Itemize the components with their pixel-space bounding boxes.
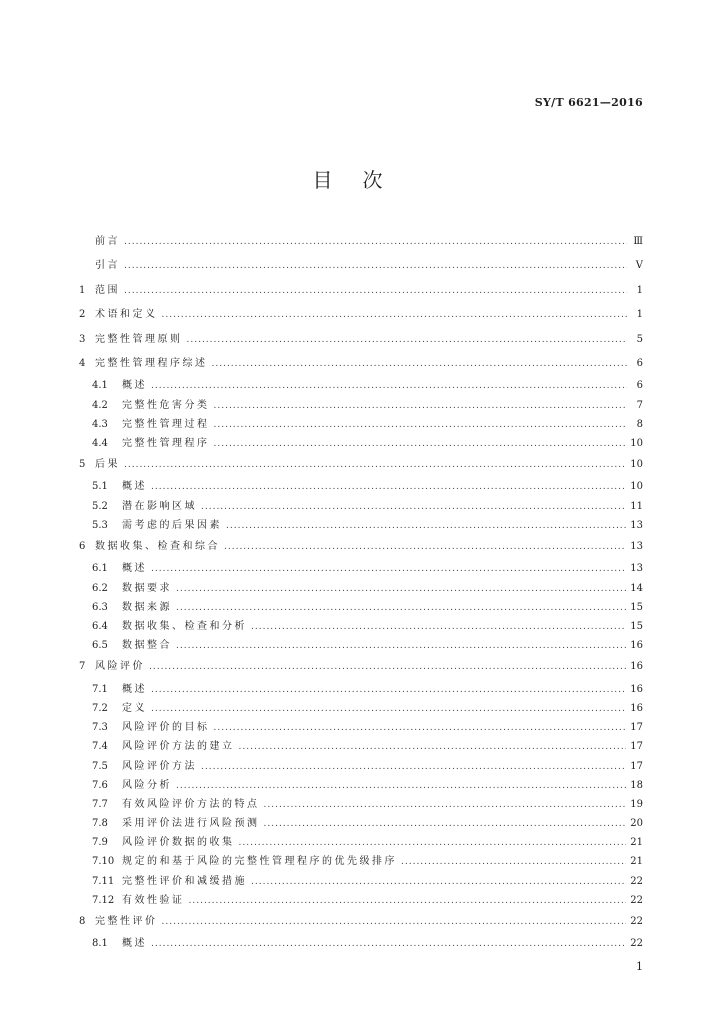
toc-entry-page: 10: [630, 459, 643, 471]
toc-entry[interactable]: [79, 254, 643, 278]
toc-entry-label: 完整性管理程序综述: [95, 357, 208, 369]
toc-entry-number: 6.5: [92, 640, 108, 652]
toc-entry[interactable]: [79, 718, 643, 737]
toc-entry-label: 概述: [122, 380, 147, 392]
standard-code: SY/T 6621—2016: [534, 96, 643, 109]
toc-dot-leader: [124, 230, 627, 254]
toc-entry-label: 数据整合: [122, 640, 172, 652]
toc-entry-number: 2: [79, 309, 86, 321]
toc-dot-leader: [189, 892, 627, 911]
toc-dot-leader: [214, 397, 628, 416]
toc-dot-leader: [251, 618, 626, 637]
toc-entry[interactable]: [79, 852, 643, 871]
toc-entry-page: 1: [636, 284, 643, 296]
toc-entry-page: 18: [630, 779, 643, 791]
toc-entry-page: 22: [630, 894, 643, 906]
toc-dot-leader: [224, 535, 626, 559]
toc-entry-number: 7.2: [92, 702, 108, 714]
toc-entry-page: 17: [630, 741, 643, 753]
toc-entry[interactable]: [79, 814, 643, 833]
toc-entry-number: 5.1: [92, 481, 108, 493]
toc-dot-leader: [151, 681, 626, 700]
toc-entry-number: 7.9: [92, 837, 108, 849]
toc-entry-number: 6.3: [92, 601, 108, 613]
toc-dot-leader: [176, 580, 626, 599]
toc-entry-number: 6.4: [92, 621, 108, 632]
toc-entry-page: Ⅴ: [635, 260, 643, 272]
toc-entry-label: 风险评价数据的收集: [122, 837, 235, 849]
toc-entry-number: 4.2: [92, 399, 108, 411]
toc-entry-number: 7.7: [92, 798, 108, 810]
toc-entry-number: 7.1: [92, 683, 108, 695]
toc-entry-page: 13: [630, 541, 643, 553]
toc-entry-page: 16: [630, 661, 643, 673]
toc-entry[interactable]: [79, 617, 643, 636]
toc-entry-label: 完整性管理程序: [122, 437, 210, 449]
toc-dot-leader: [151, 700, 626, 719]
toc-entry[interactable]: [79, 535, 643, 559]
toc-entry-page: 20: [630, 818, 643, 830]
toc-dot-leader: [149, 655, 626, 679]
toc-dot-leader: [176, 777, 626, 796]
toc-entry-page: 7: [636, 399, 643, 411]
toc-dot-leader: [401, 853, 626, 872]
toc-entry[interactable]: [79, 434, 643, 453]
toc-entry[interactable]: [79, 497, 643, 516]
toc-entry-page: 22: [630, 916, 643, 928]
toc-dot-leader: [151, 935, 626, 954]
toc-entry-label: 概述: [122, 563, 147, 575]
toc-entry-page: 1: [636, 309, 643, 321]
toc-entry-page: 10: [630, 437, 643, 449]
toc-entry-label: 定义: [122, 702, 147, 714]
toc-dot-leader: [176, 599, 626, 618]
toc-entry-page: 16: [630, 702, 643, 714]
toc-entry-page: 15: [630, 601, 643, 613]
toc-entry-number: 5: [79, 459, 86, 471]
toc-entry-label: 数据收集、检查和分析: [122, 621, 247, 632]
toc-entry-label: 风险评价方法的建立: [122, 741, 235, 753]
toc-entry[interactable]: [79, 352, 643, 376]
toc-entry-number: 7.4: [92, 741, 108, 753]
toc-entry-page: 16: [630, 683, 643, 695]
toc-entry[interactable]: [79, 328, 643, 352]
toc-dot-leader: [124, 453, 626, 477]
toc-entry[interactable]: [79, 279, 643, 303]
toc-entry[interactable]: [79, 833, 643, 852]
toc-entry-label: 需考虑的后果因素: [122, 519, 222, 531]
toc-dot-leader: [214, 719, 627, 738]
toc-entry-label: 完整性管理过程: [122, 418, 210, 430]
toc-entry-number: 1: [79, 284, 86, 296]
toc-entry-page: 13: [630, 519, 643, 531]
toc-entry-label: 完整性危害分类: [122, 399, 210, 411]
toc-entry-label: 完整性评价: [95, 916, 158, 928]
toc-entry-label: 有效风险评价方法的特点: [122, 798, 260, 810]
toc-entry[interactable]: [79, 934, 643, 953]
toc-entry[interactable]: [79, 303, 643, 327]
toc-entry-label: 完整性管理原则: [95, 333, 183, 345]
toc-entry-page: 15: [630, 621, 643, 632]
page-number: 1: [636, 960, 643, 973]
toc-dot-leader: [251, 873, 626, 892]
page-title: 目次: [312, 168, 413, 192]
toc-entry-page: 22: [630, 938, 643, 950]
toc-entry-page: 16: [630, 640, 643, 652]
toc-entry-number: 5.2: [92, 500, 108, 512]
toc-dot-leader: [212, 352, 628, 376]
toc-entry-label: 风险评价方法: [122, 760, 197, 772]
toc-dot-leader: [264, 815, 627, 834]
toc-dot-leader: [239, 738, 627, 757]
toc-entry-number: 7.5: [92, 760, 108, 772]
toc-entry-number: 7: [79, 661, 86, 673]
toc-dot-leader: [201, 758, 626, 777]
toc-entry[interactable]: [79, 655, 643, 679]
toc-entry-page: Ⅲ: [633, 236, 643, 247]
toc-dot-leader: [162, 910, 627, 934]
toc-dot-leader: [151, 478, 626, 497]
toc-entry[interactable]: [79, 559, 643, 578]
toc-entry-number: 7.8: [92, 818, 108, 830]
toc-entry[interactable]: [79, 598, 643, 617]
toc-dot-leader: [124, 279, 627, 303]
toc-entry-label: 数据收集、检查和综合: [95, 541, 220, 553]
toc-entry[interactable]: [79, 910, 643, 934]
toc-dot-leader: [264, 796, 627, 815]
toc-entry-number: 7.10: [92, 856, 115, 868]
toc-entry[interactable]: [79, 636, 643, 655]
toc-entry-label: 风险分析: [122, 779, 172, 791]
toc-entry-label: 完整性评价和减缓措施: [122, 875, 247, 887]
toc-entry-number: 7.11: [92, 875, 115, 887]
toc-entry[interactable]: [79, 680, 643, 699]
toc-entry-number: 8: [79, 916, 86, 928]
toc-entry-number: 7.3: [92, 722, 108, 734]
toc-entry-number: 4.1: [92, 380, 108, 392]
toc-entry-page: 22: [630, 875, 643, 887]
toc-entry-number: 5.3: [92, 519, 108, 531]
toc-entry-label: 概述: [122, 683, 147, 695]
toc-entry[interactable]: [79, 891, 643, 910]
toc-entry-number: 7.12: [92, 894, 115, 906]
toc-entry-label: 有效性验证: [122, 894, 185, 906]
toc-entry-page: 6: [636, 357, 643, 369]
toc-entry[interactable]: [79, 872, 643, 891]
toc-entry[interactable]: [79, 477, 643, 496]
toc-entry-page: 19: [630, 798, 643, 810]
toc-entry[interactable]: [79, 737, 643, 756]
toc-entry-number: 3: [79, 333, 86, 345]
toc-entry-page: 8: [636, 418, 643, 430]
toc-entry-label: 数据要求: [122, 582, 172, 594]
toc-entry[interactable]: [79, 757, 643, 776]
toc-dot-leader: [214, 416, 628, 435]
toc-entry-label: 概述: [122, 938, 147, 950]
toc-entry-page: 6: [636, 380, 643, 392]
toc-entry-number: 4: [79, 357, 86, 369]
toc-entry[interactable]: [79, 396, 643, 415]
toc-entry-label: 采用评价法进行风险预测: [122, 818, 260, 830]
toc-entry[interactable]: [79, 376, 643, 395]
toc-dot-leader: [226, 517, 626, 536]
toc-entry[interactable]: [79, 516, 643, 535]
toc-dot-leader: [187, 328, 628, 352]
toc-entry-page: 14: [630, 582, 643, 594]
toc-entry-number: 6.1: [92, 563, 108, 575]
toc-dot-leader: [151, 560, 626, 579]
toc-entry-page: 5: [636, 333, 643, 345]
toc-dot-leader: [151, 377, 627, 396]
toc-entry-label: 后果: [95, 459, 120, 471]
toc-entry[interactable]: [79, 776, 643, 795]
toc-entry[interactable]: [79, 230, 643, 254]
toc-entry-label: 风险评价: [95, 661, 145, 673]
toc-entry-number: 6: [79, 541, 86, 553]
toc-entry[interactable]: [79, 415, 643, 434]
toc-dot-leader: [201, 498, 626, 517]
toc-dot-leader: [239, 834, 627, 853]
toc-entry-label: 概述: [122, 481, 147, 493]
toc-entry-page: 13: [630, 563, 643, 575]
toc-entry-page: 17: [630, 760, 643, 772]
toc-entry-page: 21: [630, 837, 643, 849]
toc-entry-label: 引言: [95, 260, 120, 272]
toc-entry-page: 21: [630, 856, 643, 868]
toc-dot-leader: [214, 435, 627, 454]
toc-entry-number: 4.3: [92, 418, 108, 430]
toc-entry[interactable]: [79, 579, 643, 598]
toc-entry-page: 10: [630, 481, 643, 493]
toc-entry[interactable]: [79, 453, 643, 477]
toc-entry-label: 潜在影响区域: [122, 500, 197, 512]
toc-entry-label: 规定的和基于风险的完整性管理程序的优先级排序: [122, 856, 397, 868]
toc-entry-number: 7.6: [92, 779, 108, 791]
toc-entry-label: 术语和定义: [95, 309, 158, 321]
toc-entry-page: 17: [630, 722, 643, 734]
toc-entry-number: 8.1: [92, 938, 108, 950]
toc-entry[interactable]: [79, 699, 643, 718]
toc-entry[interactable]: [79, 795, 643, 814]
table-of-contents: [79, 230, 643, 954]
toc-entry-label: 前言: [95, 236, 120, 247]
toc-dot-leader: [124, 254, 627, 278]
toc-entry-label: 风险评价的目标: [122, 722, 210, 734]
toc-entry-label: 范围: [95, 284, 120, 296]
toc-entry-number: 6.2: [92, 582, 108, 594]
toc-entry-page: 11: [630, 500, 643, 512]
toc-entry-label: 数据来源: [122, 601, 172, 613]
toc-entry-number: 4.4: [92, 437, 108, 449]
toc-dot-leader: [162, 303, 628, 327]
toc-dot-leader: [176, 637, 626, 656]
